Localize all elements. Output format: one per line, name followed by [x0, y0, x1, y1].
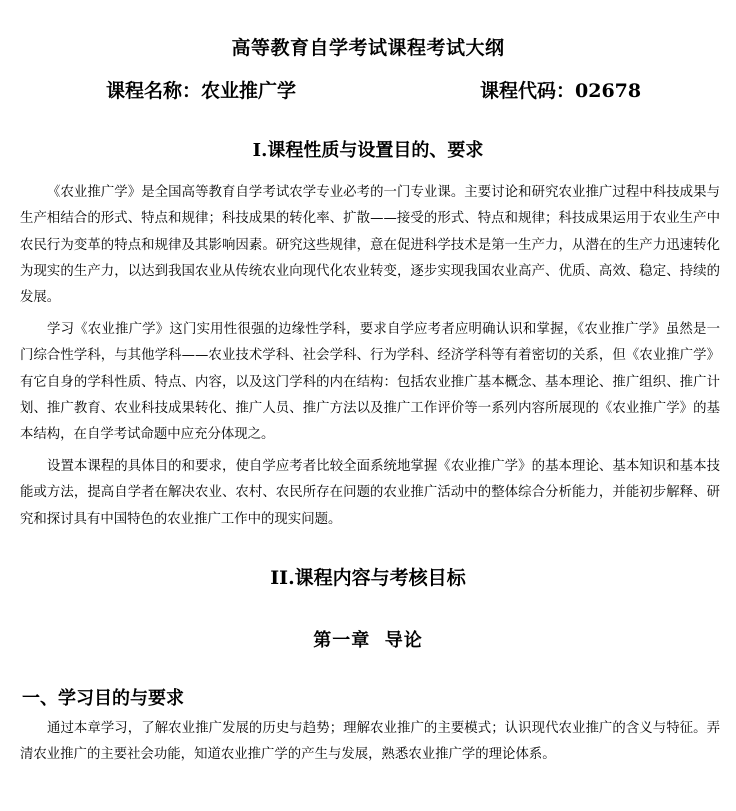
course-info-row	[0, 76, 736, 104]
course-name: 课程名称：农业推广学	[106, 80, 297, 102]
chapter-title: 第一章 导论	[313, 630, 423, 651]
subsection-paragraph: 通过本章学习，了解农业推广发展的历史与趋势；理解农业推广的主要模式；认识现代农业推广的含义与特征。弄清农业推广的主要社会功能，知道农业推广学的产生与发展，熟悉农业推广学的理论体系。	[20, 721, 720, 763]
section-1-paragraph-3: 设置本课程的具体目的和要求，使自学应考者比较全面系统地掌握《农业推广学》的基本理论、基本知识和基本技能或方法，提高自学者在解决农业、农村、农民所存在问题的农业推广活动中的整体综合分析能力，并能初步解释、研究和探讨具有中国特色的农业推广工作中的现实问题。	[20, 459, 720, 527]
section-1-paragraph-1: 《农业推广学》是全国高等教育自学考试农学专业必考的一门专业课。主要讨论和研究农业推广过程中科技成果与生产相结合的形式、特点和规律；科技成果的转化率、扩散——接受的形式、特点和规律；科技成果运用于农业生产中农民行为变革的特点和规律及其影响因素。研究这些规律，意在促进科学技术是第一生产力，从潜在的生产力迅速转化为现实的生产力，以达到我国农业从传统农业向现代化农业转变，逐步实现我国农业高产、优质、高效、稳定、持续的发展。	[20, 185, 720, 306]
course-code: 课程代码：02678	[480, 80, 642, 102]
document-title: 高等教育自学考试课程考试大纲	[231, 37, 505, 59]
section-1-paragraph-2: 学习《农业推广学》这门实用性很强的边缘性学科，要求自学应考者应明确认识和掌握，《农业推广学》虽然是一门综合性学科，与其他学科——农业技术学科、社会学科、行为学科、经济学科等有着密切的关系，但《农业推广学》有它自身的学科性质、特点、内容，以及这门学科的内在结构：包括农业推广基本概念、基本理论、推广组织、推广计划、推广教育、农业科技成果转化、推广人员、推广方法以及推广工作评价等一系列内容所展现的《农业推广学》的基本结构，在自学考试命题中应充分体现之。	[20, 322, 720, 443]
section-1-heading: I.课程性质与设置目的、要求	[252, 140, 484, 161]
subsection-heading: 一、学习目的与要求	[22, 688, 184, 709]
section-2-heading: II.课程内容与考核目标	[270, 567, 466, 589]
